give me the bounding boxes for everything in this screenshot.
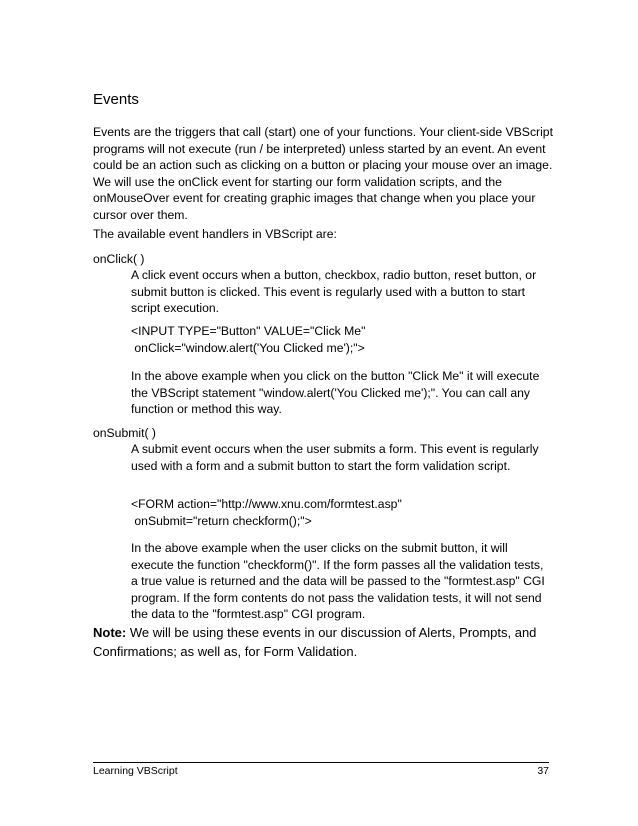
note-label: Note:	[93, 625, 127, 640]
footer-title: Learning VBScript	[93, 765, 178, 777]
onclick-description: A click event occurs when a button, checkbox, radio button, reset button, or submit button is clicked. This event is regularly used with a button to start script execution.	[131, 268, 537, 315]
section-heading: Events	[93, 91, 139, 108]
note-text: We will be using these events in our discussion of Alerts, Prompts, and Confirmations; as well as, for Form Validation.	[93, 625, 537, 659]
onsubmit-title: onSubmit( )	[93, 426, 156, 440]
note-paragraph	[93, 623, 563, 661]
onsubmit-description: A submit event occurs when the user submits a form. This event is regularly used with a form and a submit button to start the form validation script.	[131, 442, 539, 473]
onsubmit-explanation: In the above example when the user clicks on the submit button, it will execute the function "checkform()". If the form passes all the validation tests, a true value is returned and the data will be passed to the "formtest.asp" CGI program. If the form contents do not pass the validation tests, it will not send the data to the "formtest.asp" CGI program.	[131, 541, 545, 621]
intro-paragraph: Events are the triggers that call (start) one of your functions. Your client-side VBScript programs will not execute (run / be interpreted) unless started by an event. An event could be an action such as clicking on a button or placing your mouse over an image. We will use the onClick event for starting our form validation scripts, and the onMouseOver event for creating graphic images that change when you place your cursor over them.	[93, 125, 553, 222]
available-handlers-text: The available event handlers in VBScript are:	[93, 227, 337, 241]
page-number: 37	[537, 765, 549, 777]
onclick-explanation: In the above example when you click on the button "Click Me" it will execute the VBScript statement "window.alert('You Clicked me');". You can call any function or method this way.	[131, 369, 540, 416]
footer-divider	[93, 762, 549, 763]
onsubmit-code-example: <FORM action="http://www.xnu.com/formtest.asp" onSubmit="return checkform();">	[131, 497, 402, 528]
onclick-code-example: <INPUT TYPE="Button" VALUE="Click Me" onClick="window.alert('You Clicked me');">	[131, 324, 366, 355]
onclick-title: onClick( )	[93, 252, 145, 266]
